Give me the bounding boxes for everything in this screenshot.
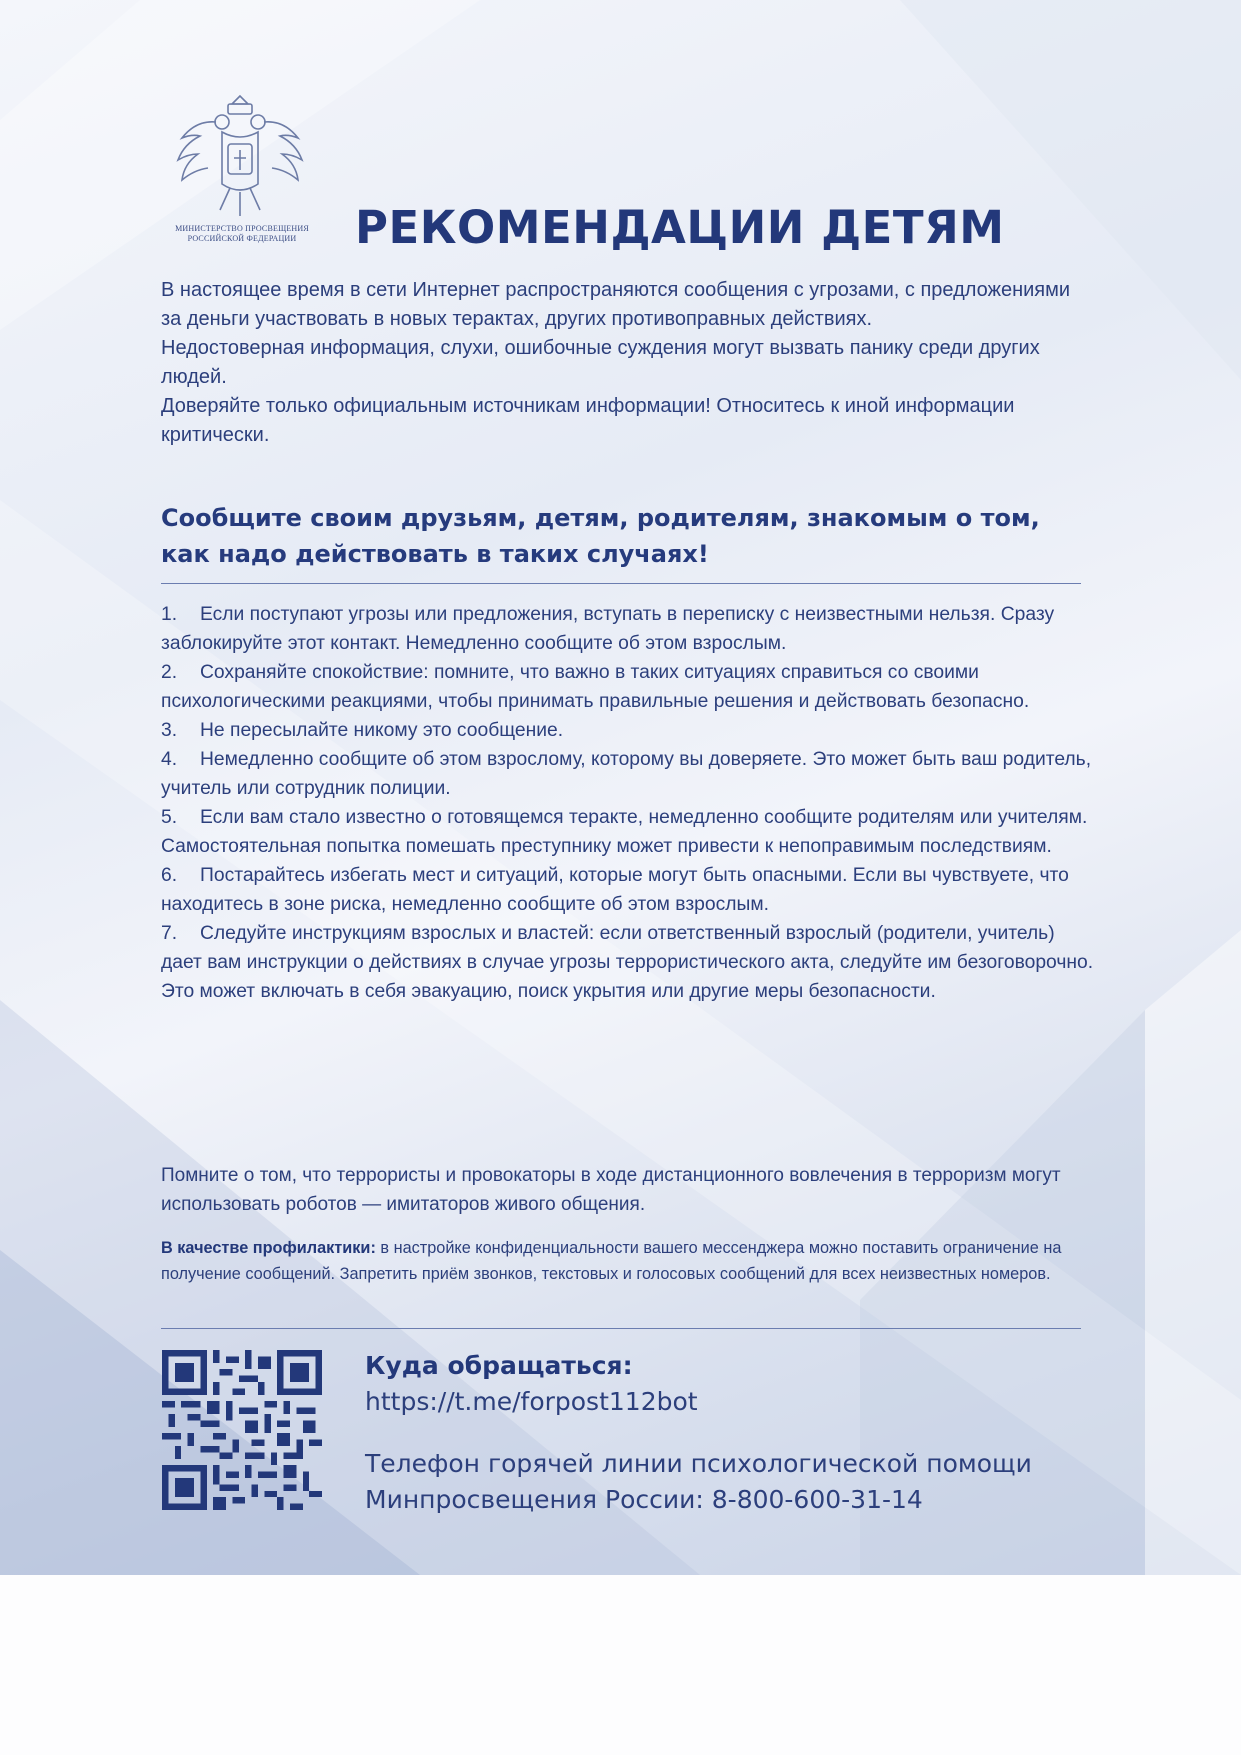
intro-paragraph-1: В настоящее время в сети Интернет распространяются сообщения с угрозами, с предложениями за деньги участвовать в новых терактах, других противоправных действиях. — [161, 279, 1071, 330]
step-number: 2. — [161, 662, 178, 683]
divider-top — [161, 583, 1081, 584]
ministry-line1: МИНИСТЕРСТВО ПРОСВЕЩЕНИЯ — [175, 224, 309, 233]
step-number: 5. — [161, 807, 178, 828]
list-item — [161, 716, 1096, 745]
prevention-note — [161, 1235, 1091, 1287]
step-number: 4. — [161, 749, 178, 770]
hotline-line1: Телефон горячей линии психологической помощи — [365, 1449, 1032, 1478]
step-number: 3. — [161, 720, 178, 741]
step-text: Постарайтесь избегать мест и ситуаций, которые могут быть опасными. Если вы чувствуете, что находитесь в зоне риска, немедленно сообщите об этом взрослым. — [161, 865, 1069, 915]
list-item — [161, 803, 1096, 861]
ministry-line2: РОССИЙСКОЙ ФЕДЕРАЦИИ — [187, 234, 297, 243]
page-title: РЕКОМЕНДАЦИИ ДЕТЯМ — [355, 201, 1005, 254]
intro-paragraph-2: Недостоверная информация, слухи, ошибочные суждения могут вызвать панику среди других людей. — [161, 337, 1040, 388]
step-text: Если вам стало известно о готовящемся теракте, немедленно сообщите родителям или учителям. Самостоятельная попытка помешать преступнику может привести к непоправимым последствиям. — [161, 807, 1088, 857]
list-item — [161, 861, 1096, 919]
prevention-text: в настройке конфиденциальности вашего мессенджера можно поставить ограничение на получение сообщений. Запретить приём звонков, текстовых и голосовых сообщений для всех неизвестных номеров. — [161, 1239, 1062, 1283]
divider-bottom — [161, 1328, 1081, 1329]
step-text: Сохраняйте спокойствие: помните, что важно в таких ситуациях справиться со своими психологическими реакциями, чтобы принимать правильные решения и действовать безопасно. — [161, 662, 1030, 712]
ministry-name — [152, 224, 332, 244]
qr-code-icon[interactable] — [162, 1350, 322, 1510]
prevention-label: В качестве профилактики: — [161, 1239, 376, 1257]
intro-paragraph-3: Доверяйте только официальным источникам информации! Относитесь к иной информации критически. — [161, 395, 1015, 446]
steps-list — [161, 600, 1096, 1006]
list-item — [161, 600, 1096, 658]
list-item — [161, 745, 1096, 803]
telegram-bot-link[interactable]: https://t.me/forpost112bot — [365, 1387, 698, 1416]
step-number: 1. — [161, 604, 178, 625]
step-number: 6. — [161, 865, 178, 886]
list-item — [161, 658, 1096, 716]
list-item — [161, 919, 1096, 1006]
hotline-line2: Минпросвещения России: 8-800-600-31-14 — [365, 1485, 923, 1514]
hotline-info — [365, 1446, 1105, 1518]
double-headed-eagle-emblem-icon — [160, 88, 320, 228]
step-text: Немедленно сообщите об этом взрослому, которому вы доверяете. Это может быть ваш родитель, учитель или сотрудник полиции. — [161, 749, 1092, 799]
contact-title: Куда обращаться: — [365, 1351, 633, 1380]
step-text: Не пересылайте никому это сообщение. — [200, 720, 564, 741]
step-number: 7. — [161, 923, 178, 944]
intro-text — [161, 276, 1091, 450]
step-text: Следуйте инструкциям взрослых и властей: если ответственный взрослый (родители, учитель) дает вам инструкции о действиях в случае угрозы террористического акта, следуйте им безоговорочно. Это может включать в себя эвакуацию, поиск укрытия или другие меры безопасности. — [161, 923, 1094, 1002]
bg-right-triangle — [1145, 930, 1241, 1575]
callout-heading: Сообщите своим друзьям, детям, родителям, знакомым о том, как надо действовать в таких случаях! — [161, 504, 1040, 568]
remember-note: Помните о том, что террористы и провокаторы в ходе дистанционного вовлечения в терроризм могут использовать роботов — имитаторов живого общения. — [161, 1165, 1061, 1215]
step-text: Если поступают угрозы или предложения, вступать в переписку с неизвестными нельзя. Сразу заблокируйте этот контакт. Немедленно сообщите об этом взрослым. — [161, 604, 1055, 654]
